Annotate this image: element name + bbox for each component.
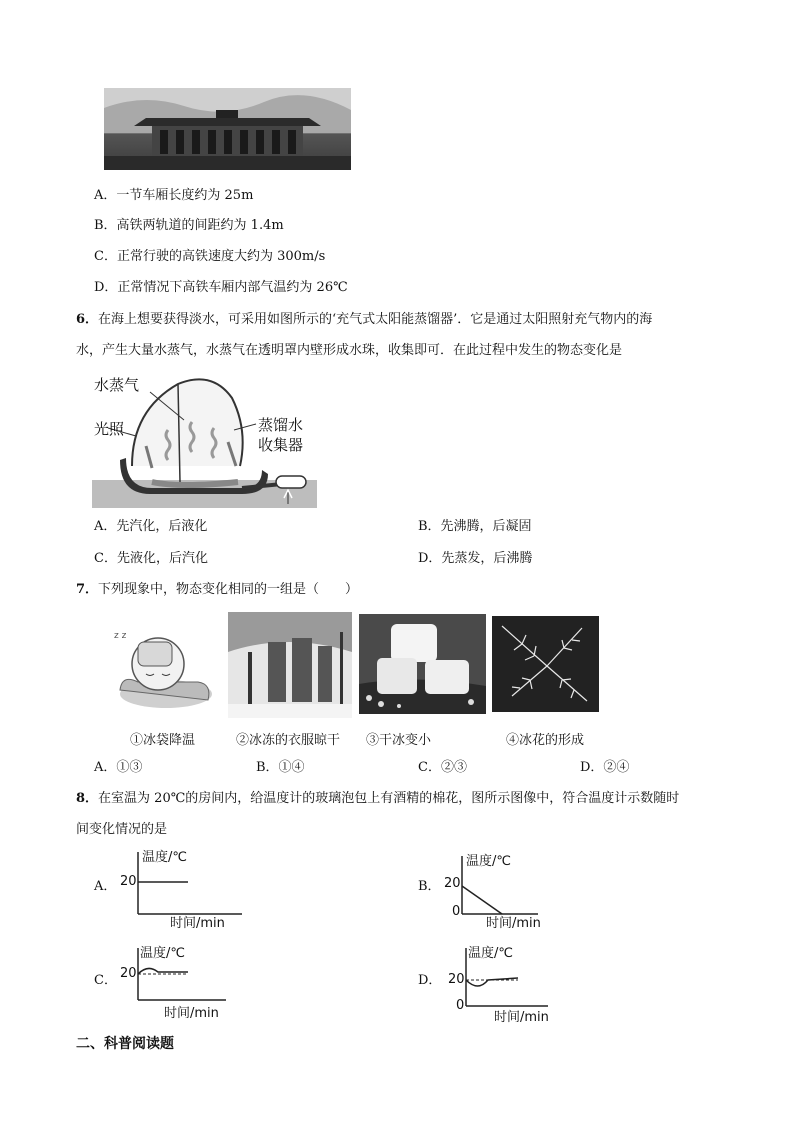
q6-option-c[interactable]: C．先液化，后汽化: [94, 551, 208, 566]
q6-stem: [76, 310, 652, 330]
q7-stem-text: 下列现象中，物态变化相同的一组是（ ）: [98, 582, 359, 597]
graph-b-origin: 0: [452, 904, 461, 919]
graph-d[interactable]: [444, 940, 556, 1026]
train-station-photo: [104, 88, 351, 170]
q8-stem-line1: 在室温为 20℃的房间内，给温度计的玻璃泡包上有酒精的棉花，图所示图像中，符合温度计示数随时: [98, 791, 680, 806]
q6-number: 6．: [76, 312, 99, 327]
label-collector-1: 蒸馏水: [258, 416, 304, 434]
q7-number: 7．: [76, 582, 99, 597]
ice-flower-photo: [492, 616, 599, 712]
label-light: 光照: [94, 420, 125, 438]
graph-d-origin: 0: [456, 998, 465, 1013]
graph-c-y20: 20: [120, 966, 137, 981]
q7-stem: [76, 580, 358, 600]
q6-option-a[interactable]: A．先汽化，后液化: [94, 519, 208, 534]
graph-b-xlabel: 时间/min: [486, 916, 541, 931]
q8-option-d-letter[interactable]: D．: [418, 973, 442, 988]
q5-option-b[interactable]: B．高铁两轨道的间距约为 1.4m: [94, 218, 284, 233]
q7-option-b[interactable]: B．①④: [256, 760, 305, 775]
graph-a-y20: 20: [120, 874, 137, 889]
graph-d-line: [466, 978, 518, 986]
graph-d-ylabel: 温度/℃: [468, 946, 513, 961]
q8-stem-line2: 间变化情况的是: [76, 822, 168, 837]
q7-caption-4: ④冰花的形成: [506, 733, 585, 748]
q8-option-b-letter[interactable]: B．: [418, 879, 441, 894]
graph-d-y20: 20: [448, 972, 465, 987]
q8-option-a-letter[interactable]: A．: [94, 879, 117, 894]
graph-c-xlabel: 时间/min: [164, 1006, 219, 1021]
graph-b-ylabel: 温度/℃: [466, 854, 511, 869]
q7-option-c[interactable]: C．②③: [418, 760, 467, 775]
q5-option-d[interactable]: D．正常情况下高铁车厢内部气温约为 26℃: [94, 280, 348, 295]
q5-option-a[interactable]: A．一节车厢长度约为 25m: [94, 188, 254, 203]
graph-c[interactable]: [118, 940, 230, 1024]
q6-stem-line1: 在海上想要获得淡水，可采用如图所示的‘充气式太阳能蒸馏器’．它是通过太阳照射充气物内的海: [98, 312, 653, 327]
graph-b-y20: 20: [444, 876, 461, 891]
label-vapor: 水蒸气: [94, 376, 140, 394]
q7-option-d[interactable]: D．②④: [580, 760, 630, 775]
q7-caption-2: ②冰冻的衣服晾干: [236, 733, 341, 748]
ice-pack-image: [108, 624, 216, 712]
graph-c-ylabel: 温度/℃: [140, 946, 185, 961]
graph-a-ylabel: 温度/℃: [142, 850, 187, 865]
graph-b[interactable]: [440, 848, 554, 930]
graph-a-xlabel: 时间/min: [170, 916, 225, 931]
solar-still-diagram: [92, 370, 317, 508]
section2-title: 二、科普阅读题: [76, 1036, 174, 1052]
graph-b-line: [462, 886, 502, 914]
q8-stem: [76, 789, 679, 809]
dry-ice-photo: [359, 614, 486, 714]
q8-option-c-letter[interactable]: C．: [94, 973, 117, 988]
graph-c-line: [138, 968, 188, 974]
q7-caption-1: ①冰袋降温: [130, 733, 196, 748]
graph-d-xlabel: 时间/min: [494, 1010, 549, 1025]
q5-option-c[interactable]: C．正常行驶的高铁速度大约为 300m/s: [94, 249, 326, 264]
q8-number: 8．: [76, 791, 99, 806]
label-collector-2: 收集器: [258, 436, 304, 454]
svg-text:z z: z z: [114, 631, 127, 641]
q6-option-b[interactable]: B．先沸腾，后凝固: [418, 519, 532, 534]
q7-caption-3: ③干冰变小: [366, 733, 432, 748]
q6-stem-line2: 水，产生大量水蒸气，水蒸气在透明罩内壁形成水珠，收集即可．在此过程中发生的物态变化是: [76, 343, 623, 358]
q7-option-a[interactable]: A．①③: [94, 760, 143, 775]
graph-a[interactable]: [118, 844, 246, 931]
q6-option-d[interactable]: D．先蒸发，后沸腾: [418, 551, 533, 566]
frozen-clothes-photo: [228, 612, 352, 718]
